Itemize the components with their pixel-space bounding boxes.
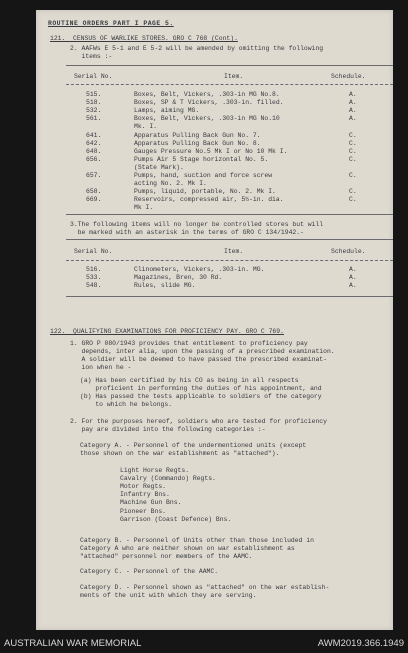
table-cell-serial: 642. [86,139,102,147]
table-cell-item: Clinometers, Vickers, .303-in. MG. [134,266,265,273]
paragraph-text: ion when he - [70,364,132,372]
column-header-item: Item. [224,73,244,80]
table-cell-item: Mk I. [134,204,154,212]
column-header-serial: Serial No. [74,248,113,255]
table-cell-item: acting No. 2. Mk I. [134,180,207,188]
category-text: ments of the unit with which they are serving. [80,592,257,600]
table-cell-serial: 648. [86,147,102,155]
section-121-title: 121. CENSUS OF WARLIKE STORES. GRO C 768 (Cont). [50,35,238,42]
table-cell-schedule: C. [349,188,357,196]
paragraph-text: 2. For the purposes hereof, soldiers who are tested for proficiency [70,418,327,425]
table-cell-serial: 561. [86,115,102,123]
paragraph-text: 2. AAFWs E 5-1 and E 5-2 will be amended by omitting the following [70,45,324,52]
table-cell-schedule: C. [349,139,357,147]
table-cell-item: Boxes, Belt, Vickers, .303-in MG No.10 [134,115,280,123]
table-cell-serial: 516. [86,266,102,273]
unit-list-item: Motor Regts. [120,483,167,491]
table-cell-schedule: A. [349,282,357,290]
table-cell-item: Lamps, aiming MG. [134,107,200,115]
category-text: those shown on the war establishment as "attached"). [80,450,280,458]
category-text: Category B. - Personnel of Units other than those included in [80,537,314,544]
paragraph-text: A soldier will be deemed to have passed the prescribed examinat- [70,356,327,364]
footer-source: AUSTRALIAN WAR MEMORIAL [4,638,142,649]
unit-list-item: Machine Gun Bns. [120,499,182,507]
table-cell-item: Mk. I. [134,123,158,131]
category-text: Category A. - Personnel of the undermentioned units (except [80,442,307,449]
table-cell-item: Gauges Pressure No.5 Mk I or No 10 Mk I. [134,147,288,155]
table-cell-serial: 533. [86,274,102,282]
table-cell-schedule: C. [349,147,357,155]
paragraph-text: pay are divided into the following categories :- [70,426,266,434]
unit-list-item: Garrison (Coast Defence) Bns. [120,515,232,523]
paragraph-text: items :- [70,53,113,61]
column-header-item: Item. [224,248,244,255]
table-cell-serial: 669. [86,196,102,204]
table-cell-item: Reservoirs, compressed air, 5½-in. dia. [134,196,284,204]
column-header-schedule: Schedule. [331,248,366,255]
footer-bar [0,634,408,653]
paragraph-text: depends, inter alia, upon the passing of a prescribed examination. [70,348,335,356]
section-122-title: 122. QUALIFYING EXAMINATIONS FOR PROFICIENCY PAY. GRO C 769. [50,328,284,335]
category-text: Category A who are neither shown on war establishment as [80,545,295,553]
table-rule [66,260,393,261]
table-rule [66,65,393,66]
table-cell-item: Apparatus Pulling Back Gun No. 8. [134,139,261,147]
table-cell-serial: 548. [86,282,102,290]
table-cell-serial: 515. [86,91,102,98]
column-header-schedule: Schedule. [331,73,366,80]
table-cell-serial: 657. [86,172,102,179]
table-cell-item: Pumps, liquid, portable, No. 2. Mk I. [134,188,276,196]
table-cell-schedule: C. [349,131,357,139]
subparagraph-text: (a) Has been certified by his CO as being in all respects [80,377,299,384]
table-rule [66,239,393,240]
unit-list-item: Pioneer Bns. [120,507,167,515]
table-cell-schedule: C. [349,155,357,163]
table-cell-serial: 658. [86,188,102,196]
subparagraph-text: proficient in performing the duties of his appointment, and [80,385,322,393]
table-cell-serial: 532. [86,107,102,115]
table-cell-item: Boxes, Belt, Vickers, .303-in MG No.8. [134,91,280,98]
table-rule [66,296,393,297]
category-text: Category C. - Personnel of the AAMC. [80,568,219,575]
table-cell-serial: 656. [86,155,102,163]
table-cell-schedule: A. [349,266,357,273]
unit-list-item: Light Horse Regts. [120,467,190,474]
table-cell-schedule: A. [349,91,357,98]
category-text: "attached" personnel nor members of the AAMC. [80,553,253,561]
unit-list-item: Cavalry (Commando) Regts. [120,475,216,483]
document-page [36,10,393,630]
table-cell-item: Boxes, SP & T Vickers, .303-in. filled. [134,99,284,107]
column-header-serial: Serial No. [74,73,113,80]
table-cell-serial: 518. [86,99,102,107]
footer-accession: AWM2019.366.1949 [317,638,404,649]
paragraph-text: 1. GRO P 080/1943 provides that entitlement to proficiency pay [70,340,308,347]
subparagraph-text: to which he belongs. [80,401,173,409]
unit-list-item: Infantry Bns. [120,491,170,499]
category-text: Category D. - Personnel shown as "attached" on the war establish- [80,584,330,591]
table-rule [66,214,393,215]
table-rule [66,84,393,85]
table-cell-schedule: A. [349,274,357,282]
table-cell-serial: 641. [86,131,102,139]
table-cell-item: Magazines, Bren, 30 Rd. [134,274,223,282]
page-heading: ROUTINE ORDERS PART I PAGE 5. [48,20,174,27]
table-cell-item: (State Mark). [134,163,184,171]
table-cell-schedule: C. [349,172,357,179]
subparagraph-text: (b) Has passed the tests applicable to soldiers of the category [80,393,322,400]
table-cell-schedule: A. [349,99,357,107]
table-cell-item: Pumps, hand, suction and force screw [134,172,273,179]
table-cell-item: Rules, slide MG. [134,282,196,290]
paragraph-text: 3.The following items will no longer be controlled stores but will [70,221,324,228]
table-cell-schedule: A. [349,115,357,123]
table-cell-item: Pumps Air 5 Stage horizontal No. 5. [134,155,269,163]
table-cell-schedule: A. [349,107,357,115]
paragraph-text: be marked with an asterisk in the terms of GRO C 134/1942.- [70,229,304,237]
table-cell-schedule: C. [349,196,357,204]
table-cell-item: Apparatus Pulling Back Gun No. 7. [134,131,261,139]
